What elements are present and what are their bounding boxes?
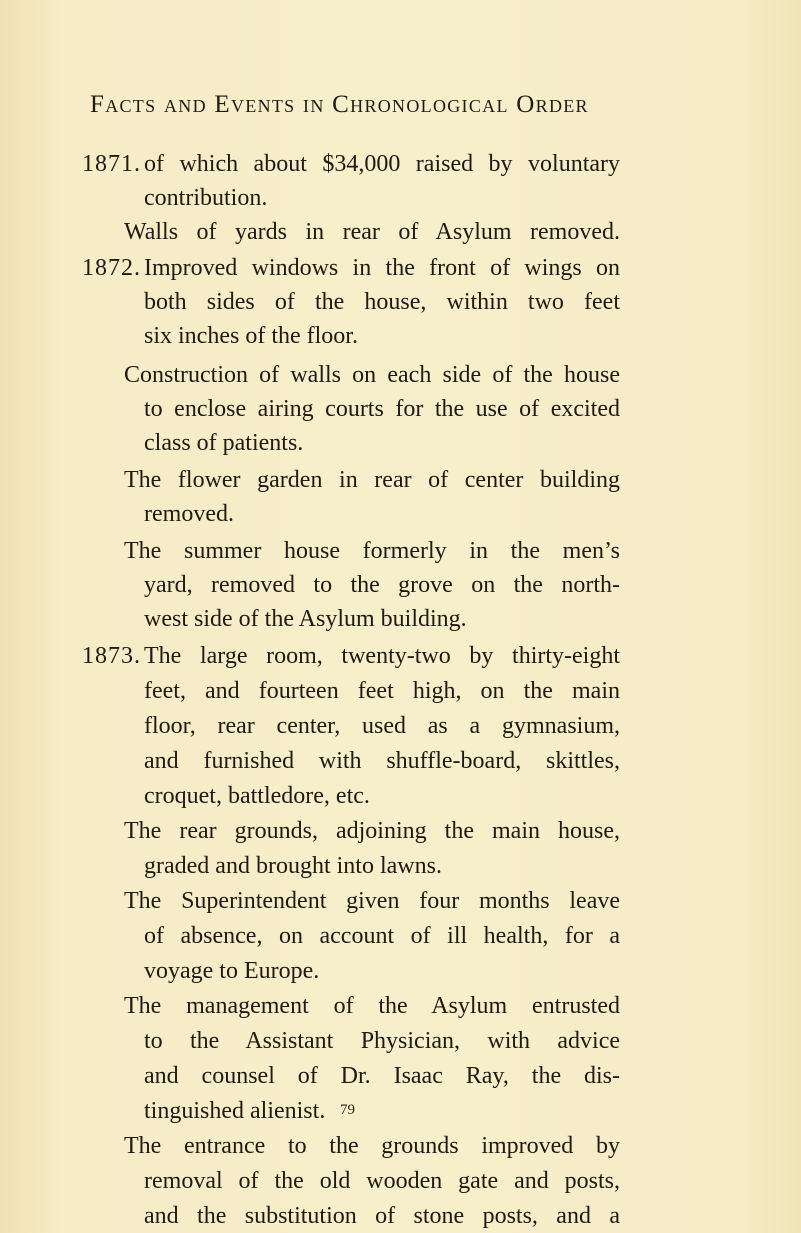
- entry-line: of which about $34,000 raised by voluntary: [144, 151, 620, 177]
- entry-line: removal of the old wooden gate and posts,: [144, 1168, 620, 1194]
- entry-line: both sides of the house, within two feet: [144, 289, 620, 315]
- entry-line: of absence, on account of ill health, for a: [144, 923, 620, 949]
- entry-line: The management of the Asylum entrusted: [124, 993, 620, 1019]
- entry-line: to enclose airing courts for the use of excited: [144, 396, 620, 422]
- entry-line: The large room, twenty-two by thirty-eight: [144, 643, 620, 669]
- entry-line: Construction of walls on each side of the house: [124, 362, 620, 388]
- entry-year: 1871.: [82, 151, 141, 177]
- entry-line: six inches of the floor.: [144, 323, 358, 349]
- entry-line: to the Assistant Physician, with advice: [144, 1028, 620, 1054]
- entry-line: The Superintendent given four months leave: [124, 888, 620, 914]
- entry-line: The entrance to the grounds improved by: [124, 1133, 620, 1159]
- entry-line: yard, removed to the grove on the north-: [144, 572, 620, 598]
- entry-line: The rear grounds, adjoining the main house,: [124, 818, 620, 844]
- entry-line: and furnished with shuffle-board, skittles,: [144, 748, 620, 774]
- entry-line: graded and brought into lawns.: [144, 853, 442, 879]
- page-number: 79: [340, 1102, 355, 1118]
- entry-line: Walls of yards in rear of Asylum removed.: [124, 219, 620, 245]
- entry-line: contribution.: [144, 185, 268, 211]
- entry-year: 1872.: [82, 255, 141, 281]
- entry-line: croquet, battledore, etc.: [144, 783, 370, 809]
- entry-line: Improved windows in the front of wings on: [144, 255, 620, 281]
- running-head: Facts and Events in Chronological Order: [90, 91, 589, 118]
- entry-line: class of patients.: [144, 430, 304, 456]
- entry-line: feet, and fourteen feet high, on the main: [144, 678, 620, 704]
- entry-line: removed.: [144, 501, 234, 527]
- entry-line: The flower garden in rear of center building: [124, 467, 620, 493]
- entry-line: tinguished alienist.: [144, 1098, 326, 1124]
- entry-line: and counsel of Dr. Isaac Ray, the dis-: [144, 1063, 620, 1089]
- entry-line: and the substitution of stone posts, and a: [144, 1203, 620, 1229]
- entry-line: The summer house formerly in the men’s: [124, 538, 620, 564]
- entry-line: voyage to Europe.: [144, 958, 320, 984]
- entry-year: 1873.: [82, 643, 141, 669]
- entry-line: floor, rear center, used as a gymnasium,: [144, 713, 620, 739]
- entry-line: west side of the Asylum building.: [144, 606, 467, 632]
